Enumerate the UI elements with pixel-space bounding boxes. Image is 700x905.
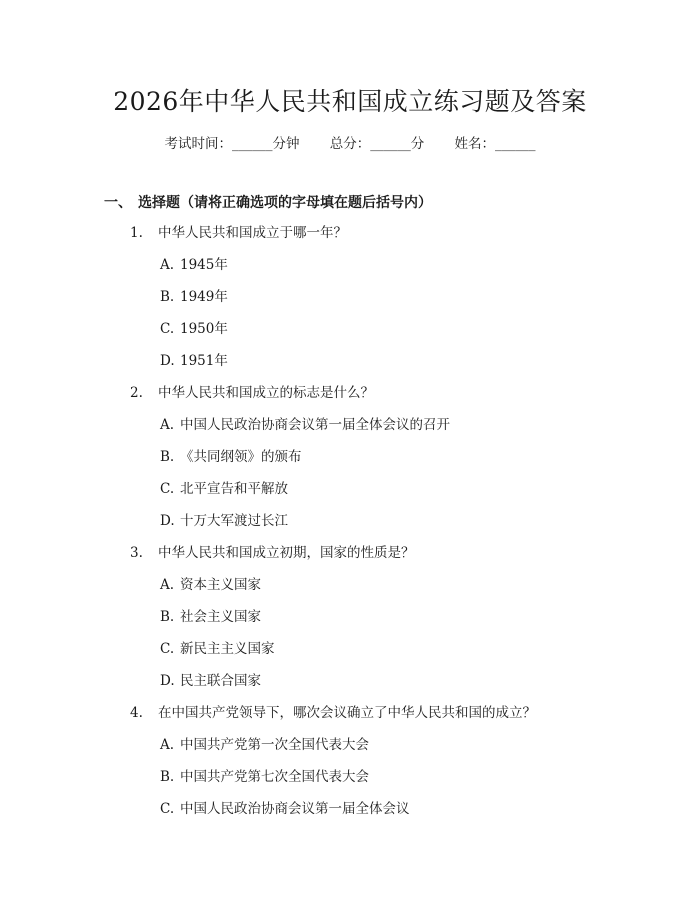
option-letter: C. bbox=[160, 801, 175, 817]
option-text: 1949年 bbox=[180, 289, 228, 305]
question-list bbox=[0, 217, 700, 825]
question bbox=[0, 537, 700, 569]
option-text: 中国人民政治协商会议第一届全体会议的召开 bbox=[180, 417, 450, 433]
option bbox=[0, 665, 700, 697]
option-text: 《共同纲领》的颁布 bbox=[180, 449, 302, 465]
option-letter: B. bbox=[160, 769, 175, 785]
option-letter: B. bbox=[160, 449, 175, 465]
option-letter: A. bbox=[160, 417, 175, 433]
option-text: 资本主义国家 bbox=[180, 577, 261, 593]
option-letter: B. bbox=[160, 289, 175, 305]
question-number: 2. bbox=[130, 385, 143, 401]
option-letter: D. bbox=[160, 673, 175, 689]
option-letter: C. bbox=[160, 481, 175, 497]
option bbox=[0, 441, 700, 473]
option-text: 北平宣告和平解放 bbox=[180, 481, 288, 497]
option bbox=[0, 761, 700, 793]
option-text: 十万大军渡过长江 bbox=[180, 513, 288, 529]
question bbox=[0, 217, 700, 249]
option-text: 1945年 bbox=[180, 257, 228, 273]
option-letter: B. bbox=[160, 609, 175, 625]
question-text: 在中国共产党领导下，哪次会议确立了中华人民共和国的成立？ bbox=[158, 705, 536, 721]
option bbox=[0, 473, 700, 505]
question-number: 3. bbox=[130, 545, 143, 561]
section-heading bbox=[104, 192, 432, 212]
option bbox=[0, 601, 700, 633]
option-text: 中国共产党第七次全国代表大会 bbox=[180, 769, 369, 785]
section-title: 选择题（请将正确选项的字母填在题后括号内） bbox=[138, 195, 432, 211]
option-letter: A. bbox=[160, 737, 175, 753]
option-letter: D. bbox=[160, 513, 175, 529]
option-text: 民主联合国家 bbox=[180, 673, 261, 689]
option-letter: C. bbox=[160, 321, 175, 337]
option bbox=[0, 793, 700, 825]
option-letter: D. bbox=[160, 353, 175, 369]
option bbox=[0, 729, 700, 761]
option-letter: A. bbox=[160, 257, 175, 273]
option-text: 社会主义国家 bbox=[180, 609, 261, 625]
option-letter: C. bbox=[160, 641, 175, 657]
option-text: 新民主主义国家 bbox=[180, 641, 275, 657]
option bbox=[0, 633, 700, 665]
option bbox=[0, 505, 700, 537]
section-number: 一、 bbox=[104, 195, 132, 211]
option bbox=[0, 249, 700, 281]
option-text: 中国共产党第一次全国代表大会 bbox=[180, 737, 369, 753]
option bbox=[0, 569, 700, 601]
option bbox=[0, 409, 700, 441]
option-text: 1951年 bbox=[180, 353, 228, 369]
option-text: 中国人民政治协商会议第一届全体会议 bbox=[180, 801, 410, 817]
option bbox=[0, 281, 700, 313]
total-score-field: 总分：______分 bbox=[329, 136, 425, 152]
question-number: 4. bbox=[130, 705, 143, 721]
question-text: 中华人民共和国成立于哪一年？ bbox=[158, 225, 347, 241]
student-name-field: 姓名：______ bbox=[454, 136, 536, 152]
document-title: 2026年中华人民共和国成立练习题及答案 bbox=[113, 87, 587, 116]
question bbox=[0, 377, 700, 409]
option bbox=[0, 313, 700, 345]
option-letter: A. bbox=[160, 577, 175, 593]
question bbox=[0, 697, 700, 729]
question-text: 中华人民共和国成立的标志是什么？ bbox=[158, 385, 374, 401]
question-text: 中华人民共和国成立初期，国家的性质是？ bbox=[158, 545, 415, 561]
question-number: 1. bbox=[130, 225, 143, 241]
option bbox=[0, 345, 700, 377]
option-text: 1950年 bbox=[180, 321, 228, 337]
exam-info bbox=[0, 132, 700, 152]
exam-time-field: 考试时间：______分钟 bbox=[164, 136, 300, 152]
